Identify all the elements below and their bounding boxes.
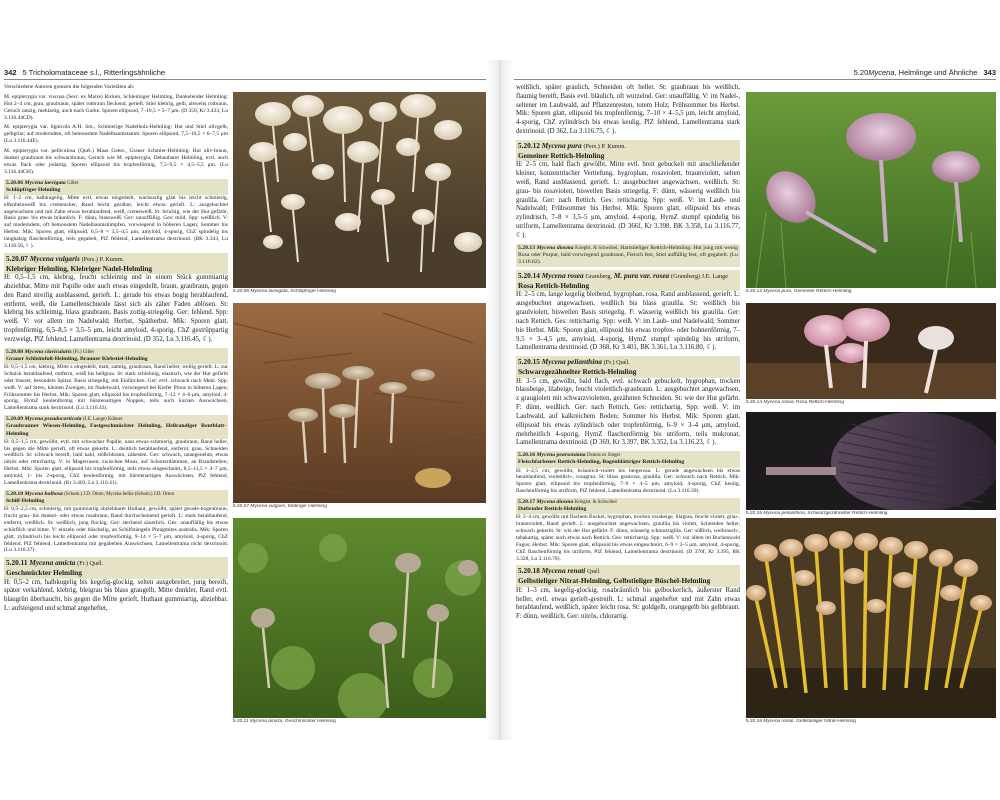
species-heading-5-20-11: 5.20.11 Mycena amicta (Fr.) Quél. Geschmückter Helmling bbox=[4, 557, 228, 578]
species-text-5-20-07: H: 0,5–1,5 cm, klebrig, feucht schleimig und in einem Stück gummiartig abziehbar, Mitte mit Papille oder auch etwas eingedellt, braun, graubraun, gegen den Rand streifig ausblassend, gerieft. L: gerade bis etwas bogig herablaufend, entfernt, weiß, die Lamellenschneide lässt sich als zäher Faden ablösen. St: klebrig bis schleimig, blass graubraun, Basis zottig-striegelig. Ger: fehlend. Spp: weiß. V: vor allem im Nadelwald; Herbst, Spätherbst. Mik: Sporen glatt, tropfenförmig, 6,5–8,5 × 3,5–5 μm, leicht amyloid, 4-sporig, ChZ gestrüppartig verzweigt, PlZ fehlend, Lamellentrama dextrinoid. (D 352, Lu 3.116.45, ☾). bbox=[4, 274, 228, 343]
running-head-right-suffix: , Helmlinge und Ähnliche bbox=[894, 67, 978, 77]
page-number-left: 342 bbox=[4, 67, 17, 77]
caption-5-20-14: 5.20.14 Mycena rosea, Rosa Rettich-Helmling bbox=[746, 400, 844, 405]
species-text-5-20-10: H: 0,5–2,5 cm, schmierig, mit gummiartig abziehbarer Huthaut, gewölbt, später gerade-bogenbraun, frucht grau- bis dunkel- oder etwas rosabraun, Rand durchscheinend gerieft. L: stark herablaufend, entfernt, weißlich. St: weißlich, jung flockig, Ger: stechend säuerlich. Ges: unauffällig bis etwas schärflich und bitter. V: einzeln oder büschelig, an Schilfstängeln Phragmites australis. Mik: Sporen glatt, zylindrisch bis leicht ellipsoid oder tropfenförmig, 9–14 × 5–7 μm, amyloid, 4-sporig, ChZ fehlend, PlZ fehlend, Lamellentrama mit gegabelten Auswüchsen, Lamellentrama nicht dextrinoid. (Lu 3.116.37). bbox=[4, 506, 228, 554]
species-heading-5-20-12: 5.20.12 Mycena pura (Pers.) P. Kumm. Gemeiner Rettich-Helmling bbox=[516, 140, 740, 161]
variety-viscosa: M. epipterygia var. viscosa (Secr. ex Maire) Ricken, Schleimiger Helmling, Dunkelender Helmling: Hut 2–4 cm, grau, graubraun, später rotbraun fleckend, gerieft. Stiel klebrig, gelb, alsweits rotbraun, Geruch ranzig, mehlartig, auch nach Gurke. Sporen ellipsoid, 7–10,5 × 5–7 μm. (D 350, Kr 3.433, Lu 3.116.44CD). bbox=[4, 93, 228, 121]
photo-mycena-renati bbox=[746, 518, 996, 718]
photo-mycena-pura bbox=[746, 92, 996, 288]
species-heading-5-20-17: 5.20.17 Mycena diosma Krieglst. & Schwöbel Duftender Rettich-Helmling bbox=[516, 498, 740, 514]
species-text-5-20-18: H: 1–3 cm, kegelig-glockig, rosabräunlich bis gelbockerlich, äußerster Rand heller, evtl. etwas gerieft-gestreift. L: schmal angeheftet und mit Zahn etwas herablaufend, weißlich, später leicht rosa. St: goldgelb, orangegelb bis gelbbraun. F: dünn, weißlich. Ger: nitrös, chlorartig. bbox=[516, 586, 740, 621]
running-head-left bbox=[4, 66, 486, 78]
page-number-right: 343 bbox=[983, 67, 996, 77]
species-heading-5-20-06: 5.20.06 Mycena laevigata Gillet Schlüpfriger Helmling bbox=[4, 179, 228, 195]
species-text-5-20-12: H: 2–5 cm, bald flach gewölbt, Mitte evtl. breit gebuckelt mit anschließender kleiner, konzentrischer Vertiefung, hygrophan, rosaviolett, braunviolett, selten weiß, Rand ausblassend, gerieft. L: ausgebuchtet angewachsen, weißlich. St: grau- bis rosaviolett, bisweilen Basis striegelig. F: dünn, wässerig weißlich bis graulila. Ger: nach Rettich. Ges: rettichartig. Spp: weiß. V: im Laub- und Nadelwald; Frühsommer bis Herbst. Mik: Sporen glatt, ellipsoid bis etwas zylindrisch, 7–8 × 3,5–5 μm, amyloid, 4-sporig, HymZ stumpf spindelig bis utriform, Lamellentrama dextrinoid. (D 366f, Kr 3.398, BK 3.358, Lu 3.116.77, ☾). bbox=[516, 161, 740, 239]
header-rule-right bbox=[514, 79, 996, 80]
photo-mycena-amicta bbox=[233, 518, 486, 718]
species-text-5-20-15: H: 3–5 cm, gewölbt, bald flach, evtl. schwach gebuckelt, hygrophan, trocken blassbeige, lilabeige, feucht violettlich-graubraun. L: ausgebuchtet angewachsen, z graugiolett mit schwarzvioletten, gezähnten Schneiden. St: wie der Hut gefärbt. F: dünn, weißlich. Ger: nach Rettich. Ges: rettichartig. Spp: weiß. V: im Laubwald, auf kalkreichem Boden; Sommer bis Herbst. Mik: Sporen glatt, ellipsoid bis etwas zylindrisch oder tropfenförmig, 6–9 × 3–4 μm, amyloid, mehrheitlich 4-sporig, HymZ flaschenförmig bis utriform, teils mukronat, Lamellentrama dextrinoid. (D 369, Kr 3.397, BK 3.352, Lu 3.116.23, ☾). bbox=[516, 377, 740, 447]
left-text-column bbox=[4, 84, 228, 730]
species-heading-5-20-10: 5.20.10 Mycena bulbosa (Schum.) J.D. Orton, Mycena bellia (Schum.) J.D. Orton Schilf-Helmling bbox=[4, 490, 228, 506]
running-head-right bbox=[514, 66, 996, 78]
book-gutter bbox=[486, 60, 514, 740]
species-heading-5-20-16: 5.20.16 Mycena pearsoniana Dennis ex Singer Fleischfarbener Rettich-Helmling, Bogenblättriger Rettich-Helmling bbox=[516, 451, 740, 467]
species-text-5-20-09: H: 0,5–1,5 cm, gewölbt, evtl. mit schwacher Papille, nass etwas schmierig, graubraun, Rand heller, bis gegen die Mitte gerieft, oft etwas gekerbt. L: deutlich herablaufend, entfernt, grau, Schneiden weißlich. St: schwach bereift, bald kahl, stößchbraun, zähesten. Ger: schwach, unangenehm, etwas nitrös oder rettichartig. V: in Magerrasen, zwischen Moos, auf Schotterdämmen, an Brandstellen; Herbst. Mik: Sporen glatt, ellipsoid bis tropfenförmig, teils etwas eingeschnürt, 8,5–11,5 × 4–7 μm, amyloid, 1- bis 2-sporig, ChZ keulenförmig, mit bürstenartigen Auswüchsen, PlZ fehlend, Lamellentrama dextrinoid. (Kr 3.403, Lu 3.116.41). bbox=[4, 438, 228, 486]
header-rule-left bbox=[4, 79, 486, 80]
running-head-left-title: 5 Tricholomataceae s.l., Ritterlingsähnliche bbox=[22, 67, 166, 77]
species-heading-5-20-14: 5.20.14 Mycena rosea Gramberg, M. pura var. rosea (Gramberg) J.E. Lange Rosa Rettich-Helmling bbox=[516, 270, 740, 291]
varieties-intro: Verschiedene Autoren grenzen die folgenden Varietäten ab: bbox=[4, 84, 135, 90]
species-text-5-20-08: H: 0,5–1,5 cm, klebrig, Mitte z eingedellt, matt, samtig, graubraun, Rand heller, wellig gerieft. L: zur Schnick herablaufend, entfernt, weiß bis hellgrau. St: stark schleimig, elastisch, wie der Hut gefärbt oder blasser, besonders Spitze, Basis striegelig, mit Einfärchen. Ger: evtl. schwach nach Mehl. Spp: weiß. V: auf Streu, kleinen Zweigen, im Nadelwald, vorwiegend bei Kiefer Pinus in höheren Lagen; Frühsommer bis Herbst. Mik: Sporen glatt, ellipsoid bis tropfenförmig, 7–12 × 4–6 μm, amyloid, 4-sporig, HymZ keulenförmig mit bürstenartigen Noppen, teils auch kurzen Auswüchsen, Lamellentrama stark dextrinoid. (Lu 3.116.43). bbox=[4, 364, 228, 412]
species-text-5-20-17: H: 2–4 cm, gewölbt mit flachem Buckel, hygrophan, trocken rosabeige, lilagrau, feucht violett, grau-, braunviolett, Rand gerieft. L: ausgebuchtet angewachsen, graulila bis violett, Schneiden heller, schwach gekerbt. St: wie der Hut gefärbt. F: dünn, wässerig schmutziglila. Ger: süßlich, weihrauch-, tabakartig, später auch etwas nach Rettich. Ges: rettichartig. Spp: weiß. V: vor allem im Buchenwald Fagus; Herbst. Mik: Sporen glatt, ellipsoid bis etwas eingeschnürt, 6–9 × 3–5 μm, amyloid, 4-sporig, ChZ flaschenförmig bis utriform, PlZ fehlend, Lamellentrama dextrinoid. (D 370f, Kr 3.395, BK 3.328, Lu 3.116.78). bbox=[516, 514, 740, 562]
species-heading-5-20-07: 5.20.07 Mycena vulgaris (Pers.) P. Kumm. Klebriger Helmling, Klebriger Nadel-Helmling bbox=[4, 253, 228, 274]
caption-5-20-07: 5.20.07 Mycena vulgaris, Klebriger Helmling bbox=[233, 504, 327, 509]
variety-pelliculosa: M. epipterygia var. pelliculosa (Quél.) Maas Geest., Grauer Schmier-Helmling: Hut oliv-braun, dunkel graubraun bis schwarzbraun, Geruch wie M. epipterygia, Dehaubarer Helmling, evtl. auch etwas flach oder jodartig. Sporen ellipsoid bis tropfenförmig, 7,5–9,5 × 4,5–5,5 μm. (Lu 3.116.44GH). bbox=[4, 148, 228, 175]
species-text-5-20-06: H: 1–2 cm, halbkugelig, Mitte evtl. etwas eingedellt, wachsartig glatt bis leicht schmierig, elfenbeinweiß bis cremeocker, Rand leicht gezähnt, leicht etwas gerieft. L: ausgebuchtet angewachsen und mit Zahn etwas herablaufend, weiß, cremeweiß. St: brüchig, wie der Hut gefärbt, Basis grau- bis etwas bräunlich. F: dünn, blassweiß. Ger: unauffällig. Ges: mild. Spp: weißlich. V: auf moderndem, oft bemoostem Nadelbaumstümpfen, vorwiegend in höheren Lagen; Sommer bis Herbst. Mik: Sporen glatt, ellipsoid, 6,5–8 × 3,5–4,5 μm, amyloid, 4-sporig, ChZ spindelig bis langhalsig flaschenförmig, teils gegabelt, PlZ fehlend, Lamellentrama dextrinoid. (BK 3.343, Lu 3.116.56, ☾). bbox=[4, 194, 228, 249]
photo-mycena-rosea bbox=[746, 303, 996, 399]
caption-5-20-15: 5.20.15 Mycena pelianthina, Schwarzgezähnelter Rettich-Helmling bbox=[746, 511, 888, 516]
photo-mycena-vulgaris bbox=[233, 303, 486, 503]
caption-5-20-18: 5.20.18 Mycena renati, Gelbstieliger Nitrat-Helmling bbox=[746, 719, 856, 724]
running-head-right-genus: Mycena bbox=[868, 67, 895, 77]
species-heading-5-20-18: 5.20.18 Mycena renati Quél. Gelbstieliger Nitrat-Helmling, Gelbstieliger Büschel-Helmling bbox=[516, 565, 740, 586]
running-head-right-prefix: 5.20 bbox=[853, 67, 869, 77]
species-heading-5-20-08: 5.20.08 Mycena clavicularis (Fr.) Gillet Grauer Schleimfuß-Helmling, Brauner Klebstiel-Helmling bbox=[4, 348, 228, 364]
caption-5-20-12: 5.20.12 Mycena pura, Gemeiner Rettich-Helmling bbox=[746, 289, 852, 294]
photo-mycena-laevigata bbox=[233, 92, 486, 288]
caption-5-20-06: 5.20.06 Mycena laevigata, Schlüpfriger Helmling bbox=[233, 289, 336, 294]
species-heading-5-20-09: 5.20.09 Mycena pseudocorticola (J.E. Lange) Kühner Graubrauner Wiesen-Helmling, Fastgeschmückter Helmling, Hellrandiger Rentblatt-Helmling bbox=[4, 415, 228, 439]
species-text-5-20-11-continued: weißlich, später graulich, Schneiden oft heller. St: graubraun bis weißlich, flaumig bereift, Basis evtl. bläulich, oft wurzelnd. Ger: unauffällig. V: im Nadel-, seltener im Laubwald, auf Pflanzenresten, totem Holz; Frühsommer bis Herbst. Mik: Sporen glatt, ellipsoid bis tropfenförmig, 7–10 × 4–5,5 μm, leicht amyloid, 4-sporig, ChZ zylindrisch bis etwas keulig, PlZ fehlend, Lamellentrama stark dextrinoid. (D 362, Lu 3.116.75, ☾). bbox=[516, 84, 740, 136]
right-text-column bbox=[516, 84, 740, 730]
species-text-5-20-16: H: 1–2,5 cm, gewölbt, bräunlich-violett bis beigerosa. L: gerade angewachsen bis etwas herablaufend, violettlich-, rosagrau. St: blass graurosa, graulila. Ger: schwach nach Rettich. Mik: Sporen glatt, ellipsoid bis tropfenförmig, 7–9 × 4–5 μm, amyloid, 4-sporig, ChZ keulig, flaschenförmig bis utriform, PlZ fehlend, Lamellentrama dextrinoid. (Lu 3.116.39). bbox=[516, 467, 740, 495]
photo-mycena-pelianthina bbox=[746, 412, 996, 510]
species-heading-5-20-13: 5.20.13 Mycena diosma Krieglst. & Schwöbel, Hartstieliger Rettich-Helmling: Hut jung mit wenig Rosa oder Purpur, bald vorwiegend graubraun, Fleisch fest, Stiel auffällig fest, oft gegabelt. (Lu 3.116.62). bbox=[516, 244, 740, 268]
variety-lignicola: M. epipterygia var. lignicola A.H. Sm., Schmierige Nadelholz-Helmling: Hut und Stiel olivgelb, gelbgrün; auf moderndem, oft bemoostem Nadelbaumstamm. Sporen ellipsoid, 7,5–10,5 × 6–7,5 μm (Lu 3.116.44E). bbox=[4, 124, 228, 145]
species-text-5-20-14: H: 2–5 cm, lange kegelig bleibend, hygrophan, rosa, Rand ausblassend, gerieft. L: ausgebuchtet angewachsen, weißlich bis blass graulila. St: weißlich bis graulviolett, bisweilen Basis striegelig. F: wässerig weißlich bis graulila. Ger: nach Rettich. Ges: rettichartig. Spp: weiß. V: im Laub- und Nadelwald; Sommer bis Herbst. Mik: Sporen glatt, ellipsoid bis etwas tropfen- oder bohnenförmig, 7–9,5 × 3–4,5 μm, amyloid, 4-sporig, HymZ stumpf spindelig bis utriform, Lamellentrama dextrinoid. (D 368, Kr 3.401, BK 3.361, Lu 3.116.80, ☾). bbox=[516, 291, 740, 352]
species-text-5-20-11: H: 0,5–2 cm, halbkugelig bis kegelig-glockig, selten ausgebreitet, jung bereift, später verkahlend, klebrig, bleigrau bis blass graugelb, Mitte dunkler, Rand evtl. blaugrün überhaucht, bis gegen die Mitte gerieft, Huthaut gummiartig, abziehbar. L: aufsteigend und schmal angeheftet, bbox=[4, 578, 228, 613]
species-heading-5-20-15: 5.20.15 Mycena pelianthina (Fr.) Quél. Schwarzgezähnelter Rettich-Helmling bbox=[516, 356, 740, 377]
caption-5-20-11: 5.20.11 Mycena amicta, Geschmückter Helmling bbox=[233, 719, 336, 724]
